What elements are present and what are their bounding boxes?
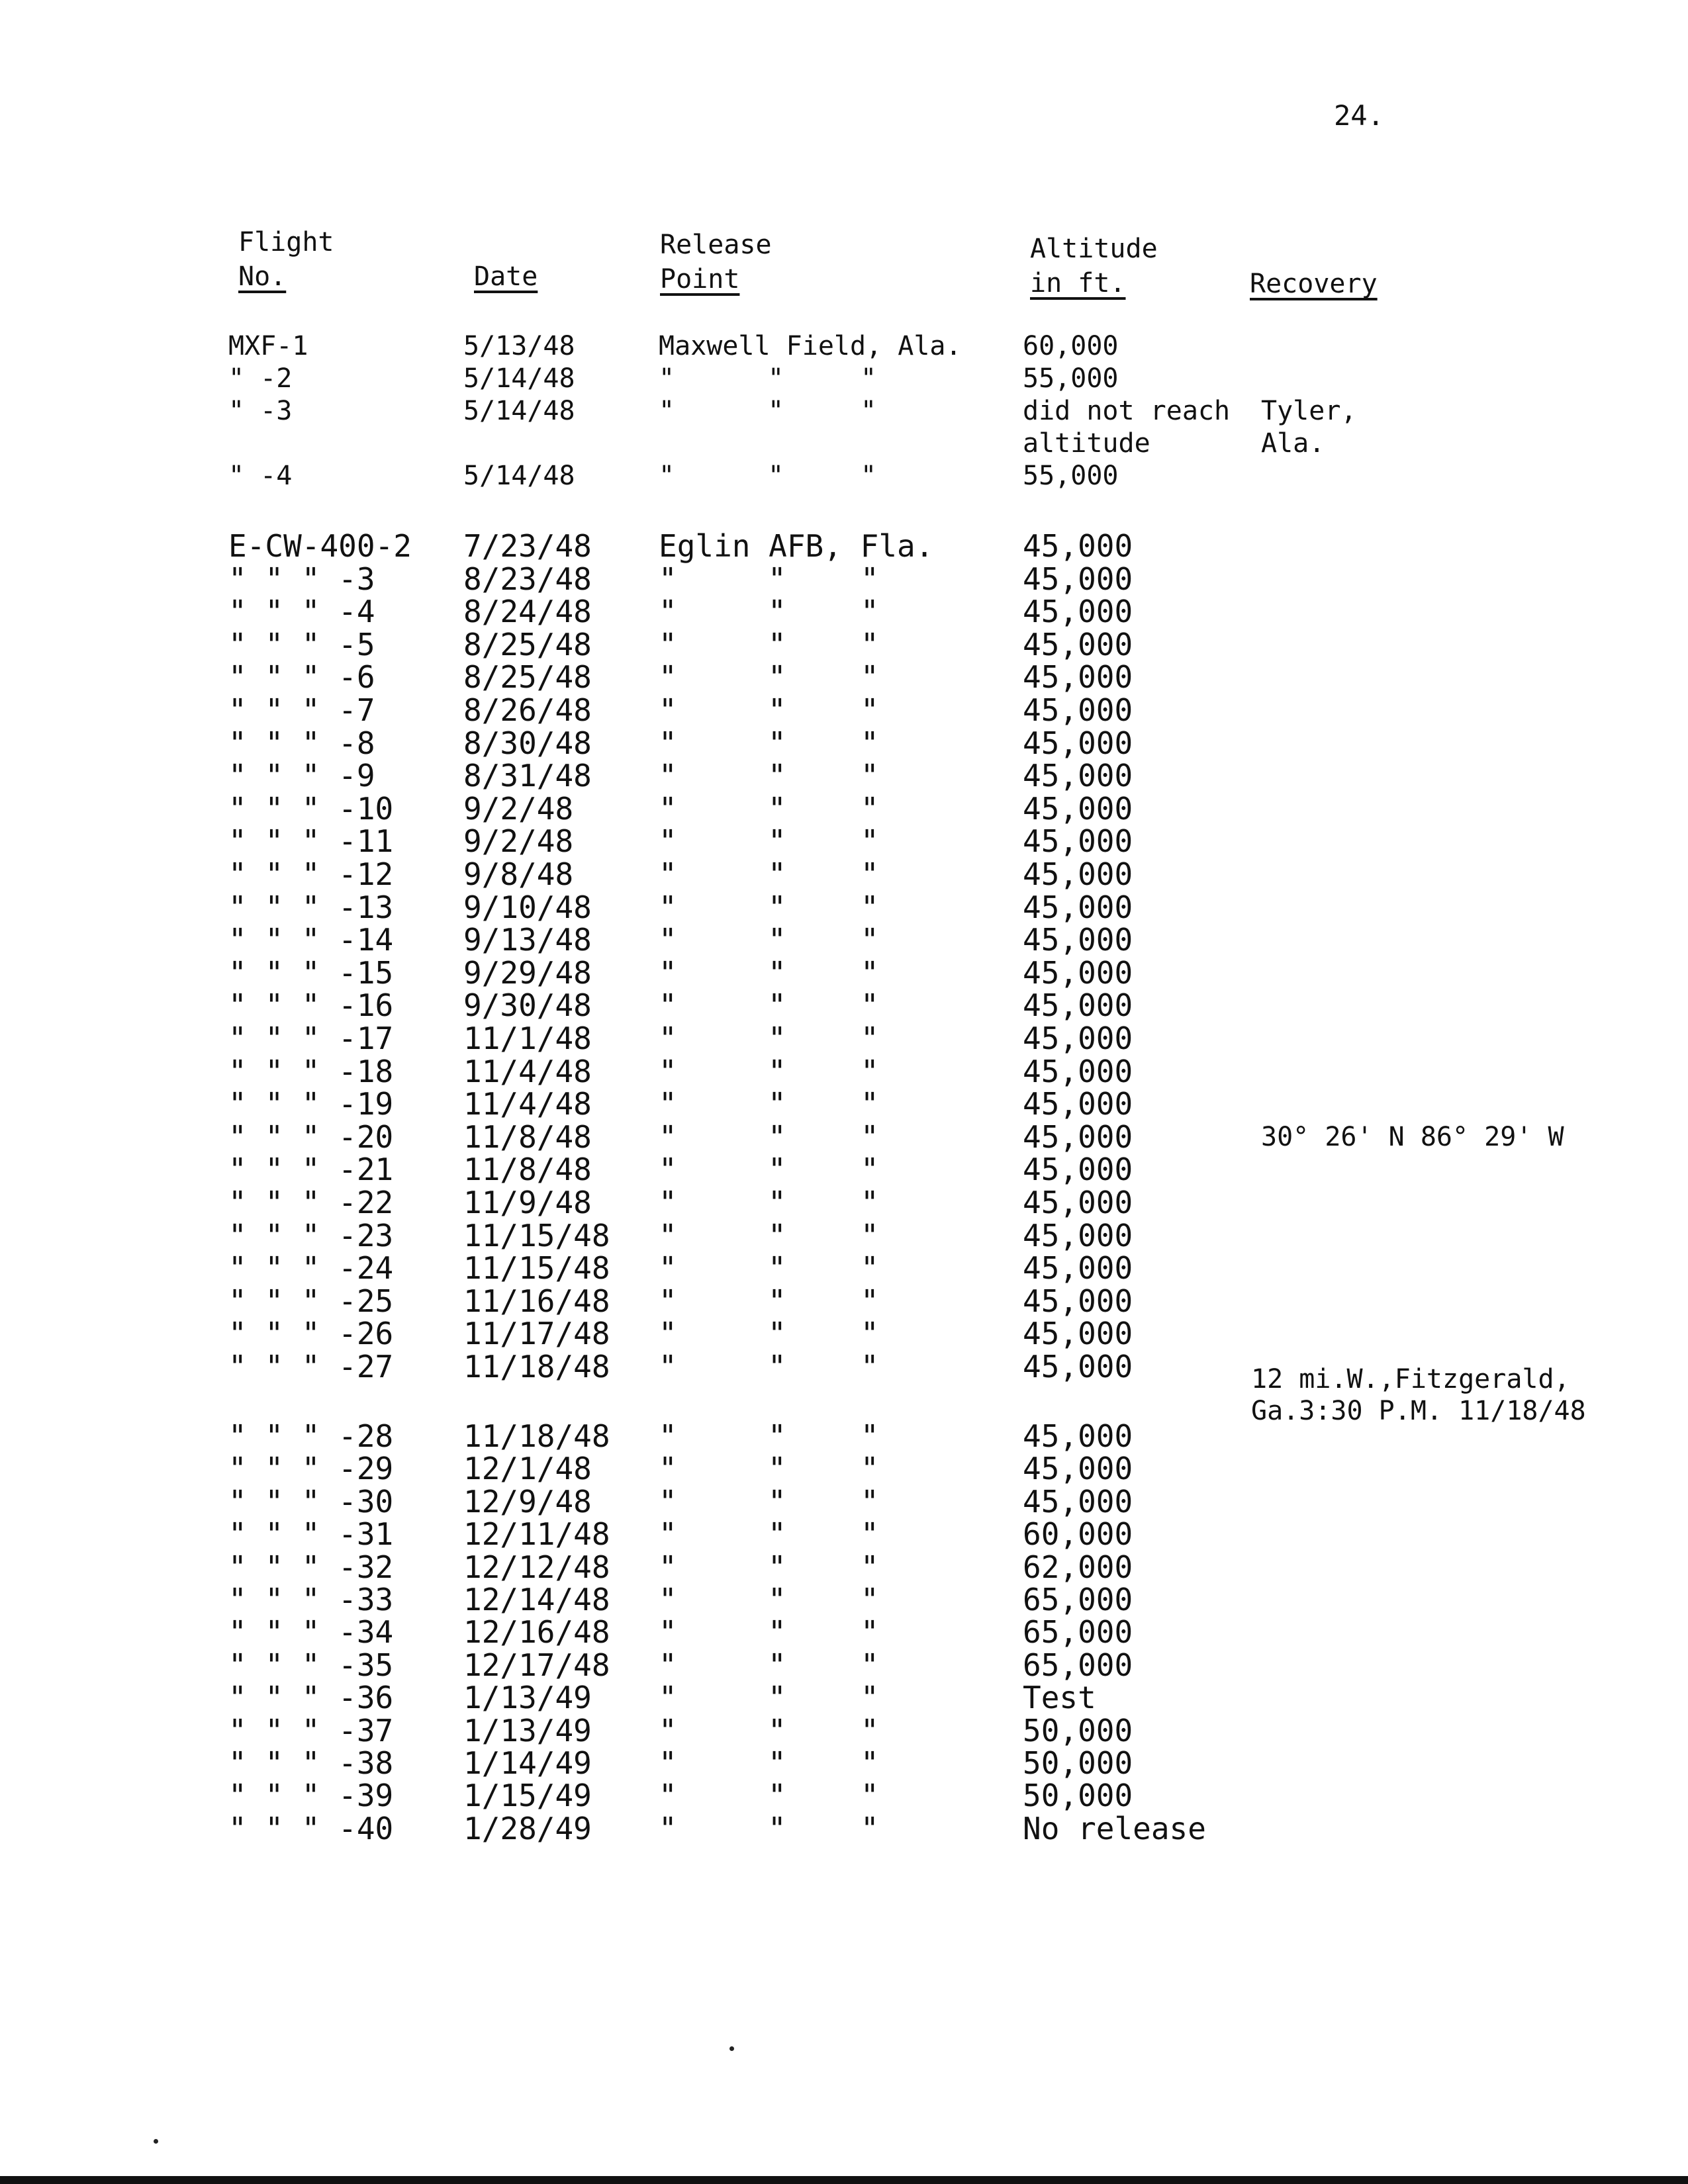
cell-date: 7/23/48 [463,528,592,564]
cell-rel3: " [861,954,879,991]
cell-alt: 45,000 [1023,659,1133,696]
scan-edge [0,2176,1688,2184]
cell-rel1: " [659,1118,677,1155]
cell-date: 11/18/48 [463,1349,610,1385]
cell-alt: 60,000 [1023,331,1119,361]
cell-alt: 45,000 [1023,1283,1133,1319]
cell-rel3: " [861,1549,879,1585]
cell-rel3: " [861,1451,879,1487]
cell-rel3: " [861,889,879,925]
cell-rel1: " [659,1316,677,1352]
cell-flight: " " " -29 [228,1451,394,1487]
cell-date: 12/16/48 [463,1614,610,1651]
cell-alt: 60,000 [1023,1516,1133,1553]
cell-rel3: " [861,461,877,491]
cell-rel2: " [768,1712,786,1749]
cell-rel3: " [861,1185,879,1220]
cell-flight: " " " -4 [228,594,375,630]
cell-rel3: " [861,396,877,426]
cell-flight: " " " -24 [228,1250,394,1287]
cell-rel3: " [861,1483,879,1520]
cell-rel2: " [768,758,786,794]
cell-rel3: " [861,758,879,794]
cell-rel3: " [861,1349,879,1385]
cell-rel2: " [768,987,786,1024]
cell-rel2: " [768,1283,786,1319]
cell-rel1: " [659,1582,677,1617]
cell-rel1: " [659,1021,677,1056]
cell-date: 1/15/49 [463,1778,592,1814]
cell-flight: " " " -33 [228,1582,394,1617]
cell-rel1: " [659,1712,677,1749]
cell-flight: " " " -30 [228,1483,394,1520]
cell-rel3: " [861,1778,879,1814]
cell-rel1: " [659,396,675,426]
cell-date: 11/15/48 [463,1217,610,1253]
cell-rel2: " [768,1250,786,1287]
cell-recovery: 30° 26' N 86° 29' W [1261,1121,1564,1152]
cell-rel2: " [768,561,786,597]
cell-rel2: " [768,856,786,892]
cell-rel1: " [659,363,675,394]
cell-flight: " " " -37 [228,1712,394,1749]
cell-alt: 50,000 [1023,1712,1133,1749]
cell-date: 11/18/48 [463,1418,610,1454]
cell-flight: " " " -19 [228,1086,394,1122]
cell-flight: " " " -3 [228,561,375,597]
cell-alt: 50,000 [1023,1745,1133,1781]
cell-flight: " -4 [228,461,293,491]
cell-rel3: " [861,856,879,892]
cell-flight: " " " -36 [228,1680,394,1716]
cell-alt: 45,000 [1023,1185,1133,1220]
cell-alt: 45,000 [1023,725,1133,761]
header-date [474,259,538,294]
cell-rel1: " [659,692,677,728]
cell-date: 1/13/49 [463,1712,592,1749]
cell-rel2: " [768,922,786,958]
header-altitude-line1: Altitude [1030,234,1158,264]
cell-flight: " " " -8 [228,725,375,761]
cell-rel1: " [659,1680,677,1716]
cell-rel3: " [861,1745,879,1781]
cell-date: 1/28/49 [463,1810,592,1846]
cell-flight: " " " -15 [228,954,394,991]
cell-rel1: " [659,1810,677,1846]
cell-flight: " -2 [228,363,293,394]
cell-alt: 45,000 [1023,528,1133,564]
cell-rel3: " [861,1118,879,1155]
cell-rel1: " [659,889,677,925]
header-date-label: Date [474,261,538,292]
cell-rel3: " [861,1021,879,1056]
cell-rel3: " [861,692,879,728]
cell-rel1: " [659,1614,677,1651]
cell-rel1: Maxwell Field, Ala. [659,331,962,361]
cell-alt: 45,000 [1023,790,1133,827]
cell-flight: " " " -7 [228,692,375,728]
cell-rel1: " [659,856,677,892]
cell-rel2: " [768,1152,786,1188]
cell-date: 11/8/48 [463,1152,592,1188]
cell-date: 8/31/48 [463,758,592,794]
cell-alt: 45,000 [1023,594,1133,630]
cell-alt: 45,000 [1023,1086,1133,1122]
cell-flight: MXF-1 [228,331,308,361]
cell-rel1: " [659,1250,677,1287]
cell-date: 5/14/48 [463,363,575,394]
cell-date: 8/25/48 [463,659,592,696]
cell-flight: " " " -9 [228,758,375,794]
header-release-line2: Point [660,264,740,295]
cell-date: 9/10/48 [463,889,592,925]
cell-rel3: " [861,1712,879,1749]
cell-rel3: " [861,922,879,958]
cell-date: 9/8/48 [463,856,574,892]
header-altitude [1030,232,1158,300]
header-altitude-line2: in ft. [1030,268,1126,298]
cell-rel1: " [659,1349,677,1385]
header-flight-line2: No. [238,261,287,292]
cell-rel1: " [659,561,677,597]
cell-flight: " " " -14 [228,922,394,958]
cell-alt: 45,000 [1023,1021,1133,1056]
cell-flight: " " " -6 [228,659,375,696]
cell-alt: 55,000 [1023,461,1119,491]
cell-rel2: " [768,1185,786,1220]
cell-rel3: " [861,1582,879,1617]
cell-rel1: " [659,1217,677,1253]
cell-rel1: " [659,1516,677,1553]
cell-alt: 62,000 [1023,1549,1133,1585]
cell-rel2: " [768,1680,786,1716]
cell-rel3: " [861,594,879,630]
cell-rel2: " [768,594,786,630]
cell-date: 5/13/48 [463,331,575,361]
cell-flight: " " " -31 [228,1516,394,1553]
cell-alt: 55,000 [1023,363,1119,394]
cell-flight: " " " -12 [228,856,394,892]
cell-flight: " " " -32 [228,1549,394,1585]
header-recovery [1250,267,1378,301]
cell-flight: " " " -40 [228,1810,394,1846]
cell-date: 11/4/48 [463,1086,592,1122]
cell-rel1: " [659,1451,677,1487]
cell-date: 12/12/48 [463,1549,610,1585]
cell-rel2: " [768,1778,786,1814]
cell-alt: did not reach [1023,396,1231,426]
cell-flight: " " " -23 [228,1217,394,1253]
cell-rel2: " [768,1418,786,1454]
cell-rel2: " [768,1582,786,1617]
cell-alt: 45,000 [1023,922,1133,958]
cell-rel3: " [861,1086,879,1122]
cell-rel1: " [659,1283,677,1319]
cell-alt: 45,000 [1023,823,1133,860]
cell-flight: " " " -20 [228,1118,394,1155]
cell-date: 5/14/48 [463,461,575,491]
cell-alt: 45,000 [1023,1418,1133,1454]
cell-flight: " " " -22 [228,1185,394,1220]
cell-date: 11/15/48 [463,1250,610,1287]
cell-alt: Test [1023,1680,1096,1716]
cell-date: 8/24/48 [463,594,592,630]
header-release-point [660,228,772,296]
cell-alt: 45,000 [1023,856,1133,892]
cell-recovery: Tyler, [1261,396,1357,426]
cell-date: 5/14/48 [463,396,575,426]
cell-rel1: " [659,1185,677,1220]
cell-flight: " " " -34 [228,1614,394,1651]
cell-flight: " " " -27 [228,1349,394,1385]
cell-alt: 45,000 [1023,1053,1133,1089]
cell-rel1: " [659,954,677,991]
cell-rel1: " [659,1745,677,1781]
header-flight-no [238,225,334,294]
cell-rel2: " [768,1349,786,1385]
cell-date: 1/13/49 [463,1680,592,1716]
cell-date: 9/2/48 [463,790,574,827]
cell-rel1: " [659,725,677,761]
cell-rel1: " [659,659,677,696]
cell-rel1: " [659,1647,677,1683]
cell-date: 11/9/48 [463,1185,592,1220]
cell-rel2: " [768,363,784,394]
cell-rel2: " [768,1021,786,1056]
cell-rel1: " [659,758,677,794]
cell-rel3: " [861,1810,879,1846]
cell-date: 11/16/48 [463,1283,610,1319]
cell-flight: " -3 [228,396,293,426]
cell-rel3: " [861,363,877,394]
cell-rel3: " [861,987,879,1024]
cell-rel2: " [768,1217,786,1253]
cell-rel2: " [768,1118,786,1155]
recovery-note [1251,1363,1586,1427]
cell-date: 12/11/48 [463,1516,610,1553]
cell-date: 8/30/48 [463,725,592,761]
cell-rel1: " [659,790,677,827]
cell-flight: " " " -26 [228,1316,394,1352]
cell-rel2: " [768,823,786,860]
cell-date: 8/26/48 [463,692,592,728]
cell-rel3: " [861,1250,879,1287]
cell-rel1: " [659,987,677,1024]
cell-alt: 45,000 [1023,1349,1133,1385]
cell-rel1: " [659,823,677,860]
cell-flight: " " " -38 [228,1745,394,1781]
cell-rel2: " [768,1086,786,1122]
cell-flight: " " " -28 [228,1418,394,1454]
cell-rel1: Eglin AFB, Fla. [659,528,934,564]
cell-rel3: " [861,561,879,597]
cell-alt: No release [1023,1810,1206,1846]
cell-flight: " " " -18 [228,1053,394,1089]
cell-rel2: " [768,725,786,761]
cell-flight: E-CW-400-2 [228,528,412,564]
page-number: 24. [1334,99,1384,132]
cell-rel2: " [768,1516,786,1553]
cell-flight: " " " -10 [228,790,394,827]
cell-rel2: " [768,1614,786,1651]
cell-date: 1/14/49 [463,1745,592,1781]
cell-rel3: " [861,1647,879,1683]
cell-alt: altitude [1023,428,1150,459]
cell-rel1: " [659,594,677,630]
cell-flight: " " " -17 [228,1021,394,1056]
cell-rel2: " [768,889,786,925]
cell-rel2: " [768,1316,786,1352]
cell-flight: " " " -35 [228,1647,394,1683]
cell-alt: 45,000 [1023,1316,1133,1352]
cell-alt: 45,000 [1023,987,1133,1024]
cell-date: 9/29/48 [463,954,592,991]
recovery-note-line2: Ga.3:30 P.M. 11/18/48 [1251,1396,1586,1426]
cell-rel2: " [768,1745,786,1781]
cell-rel2: " [768,1549,786,1585]
cell-alt: 45,000 [1023,1217,1133,1253]
cell-alt: 45,000 [1023,692,1133,728]
cell-rel3: " [861,1152,879,1188]
cell-rel2: " [768,1451,786,1487]
cell-flight: " " " -39 [228,1778,394,1814]
cell-date: 11/4/48 [463,1053,592,1089]
cell-alt: 65,000 [1023,1614,1133,1651]
cell-rel3: " [861,626,879,662]
cell-rel1: " [659,1418,677,1454]
cell-alt: 45,000 [1023,889,1133,925]
cell-date: 9/30/48 [463,987,592,1024]
cell-rel1: " [659,461,675,491]
cell-flight: " " " -21 [228,1152,394,1188]
cell-alt: 45,000 [1023,626,1133,662]
cell-flight: " " " -13 [228,889,394,925]
cell-alt: 65,000 [1023,1647,1133,1683]
cell-rel2: " [768,1810,786,1846]
cell-rel1: " [659,1086,677,1122]
cell-alt: 50,000 [1023,1778,1133,1814]
stray-mark [729,2046,734,2051]
header-recovery-label: Recovery [1250,269,1378,299]
header-flight-line1: Flight [238,227,334,257]
cell-rel1: " [659,922,677,958]
cell-date: 12/1/48 [463,1451,592,1487]
cell-recovery: Ala. [1261,428,1325,459]
cell-rel1: " [659,1053,677,1089]
cell-rel2: " [768,396,784,426]
cell-flight: " " " -11 [228,823,394,860]
cell-rel3: " [861,1283,879,1319]
cell-rel2: " [768,461,784,491]
cell-date: 8/23/48 [463,561,592,597]
cell-rel3: " [861,1053,879,1089]
cell-rel3: " [861,1516,879,1553]
cell-date: 9/13/48 [463,922,592,958]
cell-rel2: " [768,1053,786,1089]
cell-date: 12/9/48 [463,1483,592,1520]
cell-date: 12/17/48 [463,1647,610,1683]
header-release-line1: Release [660,230,772,260]
cell-flight: " " " -25 [228,1283,394,1319]
cell-rel1: " [659,1483,677,1520]
cell-rel3: " [861,1614,879,1651]
cell-alt: 45,000 [1023,954,1133,991]
cell-rel3: " [861,790,879,827]
cell-rel3: " [861,659,879,696]
cell-rel1: " [659,1152,677,1188]
cell-date: 11/8/48 [463,1118,592,1155]
cell-flight: " " " -5 [228,626,375,662]
cell-date: 8/25/48 [463,626,592,662]
cell-rel2: " [768,1483,786,1520]
cell-alt: 45,000 [1023,561,1133,597]
cell-rel3: " [861,823,879,860]
cell-rel1: " [659,626,677,662]
cell-alt: 45,000 [1023,1152,1133,1188]
cell-rel2: " [768,1647,786,1683]
stray-mark [154,2139,158,2144]
cell-date: 11/17/48 [463,1316,610,1352]
cell-alt: 45,000 [1023,1250,1133,1287]
cell-rel1: " [659,1549,677,1585]
recovery-note-line1: 12 mi.W.,Fitzgerald, [1251,1364,1570,1394]
cell-alt: 65,000 [1023,1582,1133,1617]
cell-rel2: " [768,954,786,991]
cell-alt: 45,000 [1023,758,1133,794]
cell-rel2: " [768,790,786,827]
cell-rel3: " [861,1418,879,1454]
cell-date: 12/14/48 [463,1582,610,1617]
cell-alt: 45,000 [1023,1118,1133,1155]
cell-alt: 45,000 [1023,1483,1133,1520]
cell-rel3: " [861,725,879,761]
cell-rel3: " [861,1680,879,1716]
cell-rel3: " [861,1316,879,1352]
cell-flight: " " " -16 [228,987,394,1024]
cell-alt: 45,000 [1023,1451,1133,1487]
cell-rel3: " [861,1217,879,1253]
cell-rel1: " [659,1778,677,1814]
cell-rel2: " [768,626,786,662]
cell-date: 9/2/48 [463,823,574,860]
cell-rel2: " [768,659,786,696]
cell-rel2: " [768,692,786,728]
cell-date: 11/1/48 [463,1021,592,1056]
